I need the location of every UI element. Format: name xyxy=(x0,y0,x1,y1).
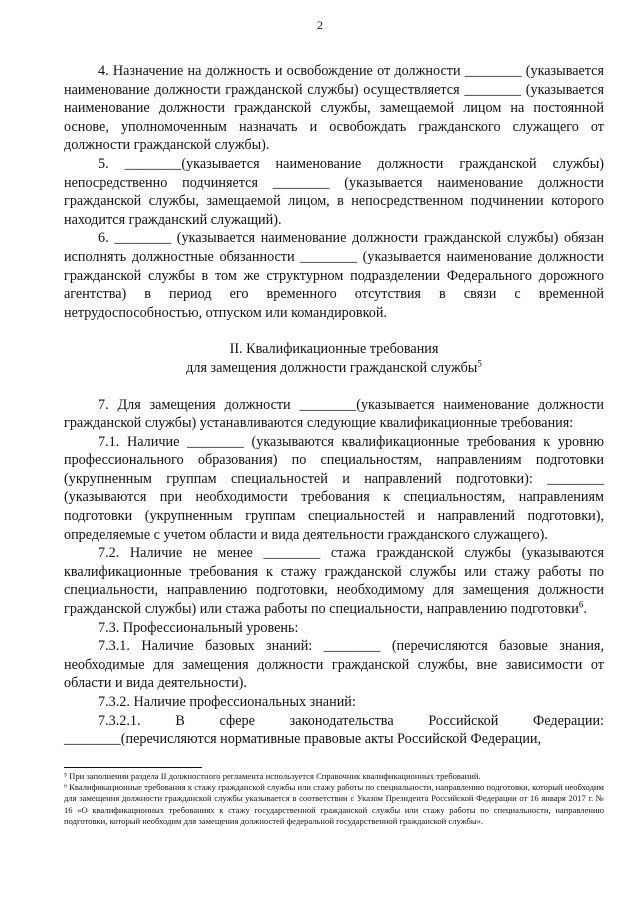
footnotes xyxy=(64,771,604,827)
paragraph-4: 4. Назначение на должность и освобождение от должности ________ (указывается наименование должности гражданской службы) осуществляется ________ (указывается наименование должности гражданской службы, замещаемой лицом на постоянной основе, уполномоченным назначать и освобождать гражданского служащего от должности гражданской службы). xyxy=(64,63,604,154)
paragraph-7-3: 7.3. Профессиональный уровень: xyxy=(98,619,299,636)
footnote-5: ⁵ При заполнении раздела II должностного регламента используется Справочник квалификационных требований. xyxy=(64,771,481,781)
section-title-line1: II. Квалификационные требования xyxy=(229,341,439,358)
paragraph-7-2-text: 7.2. Наличие не менее ________ стажа гражданской службы (указываются квалификационные требования к стажу гражданской службы или стажу работы по специальности, направлению подготовки, необходимому для замещения должности гражданской службы) или стажа работы по специальности, направлению подготовки xyxy=(64,545,604,618)
section-title-text: для замещения должности гражданской службы xyxy=(186,359,478,376)
paragraph-7-3-1: 7.3.1. Наличие базовых знаний: ________ (перечисляются базовые знания, необходимые для замещения должности гражданской службы, вне зависимости от области и вида деятельности). xyxy=(64,638,604,692)
footnote-6: ⁶ Квалификационные требования к стажу гражданской службы или стажу работы по специальности, направлению подготовки, который необходим для замещения должности гражданской службы указывается в соответствии с Указом Президента Российской Федерации от 16 января 2017 г. № 16 «О квалификационных требованиях к стажу государственной гражданской службы или стажу работы по специальности, направлению подготовки, который необходим для замещения должностей федеральной государственной гражданской службы». xyxy=(64,782,604,826)
section-title-line2 xyxy=(64,359,604,378)
document-body xyxy=(64,62,604,749)
paragraph-7-3-2: 7.3.2. Наличие профессиональных знаний: xyxy=(98,694,356,710)
paragraph-7-2 xyxy=(64,544,604,618)
paragraph-7-1: 7.1. Наличие ________ (указываются квалификационные требования к уровню профессионального образования) по специальностям, направлениям подготовки (укрупненным группам специальностей и направлений подготовки): ________ (указываются при необходимости требования к специальностям, направлениям подготовки (укрупненным группам специальностей и направлений подготовки), определяемые с учетом области и вида деятельности гражданского служащего). xyxy=(64,433,604,543)
paragraph-7-2-end: . xyxy=(583,601,587,618)
paragraph-7-3-2-1: 7.3.2.1. В сфере законодательства Российской Федерации: ________(перечисляются нормативные правовые акты Российской Федерации, xyxy=(64,712,604,748)
footnote-ref-5: 5 xyxy=(477,358,482,369)
footnote-ref-6: 6 xyxy=(578,599,584,610)
page-number: 2 xyxy=(317,18,323,32)
footnote-divider xyxy=(64,767,202,768)
paragraph-5: 5. ________(указывается наименование должности гражданской службы) непосредственно подчиняется ________ (указывается наименование должности гражданской службы, замещаемой лицом, в непосредственном подчинении которого находится гражданский служащий). xyxy=(64,155,604,228)
paragraph-7: 7. Для замещения должности ________(указывается наименование должности гражданской службы) устанавливаются следующие квалификационные требования: xyxy=(64,396,604,432)
section-heading xyxy=(64,340,604,377)
paragraph-6: 6. ________ (указывается наименование должности гражданской службы) обязан исполнять должностные обязанности ________ (указывается наименование должности гражданской службы в том же структурном подразделении Федерального дорожного агентства) в период его временного отсутствия в связи с временной нетрудоспособностью, отпуском или командировкой. xyxy=(64,230,604,321)
